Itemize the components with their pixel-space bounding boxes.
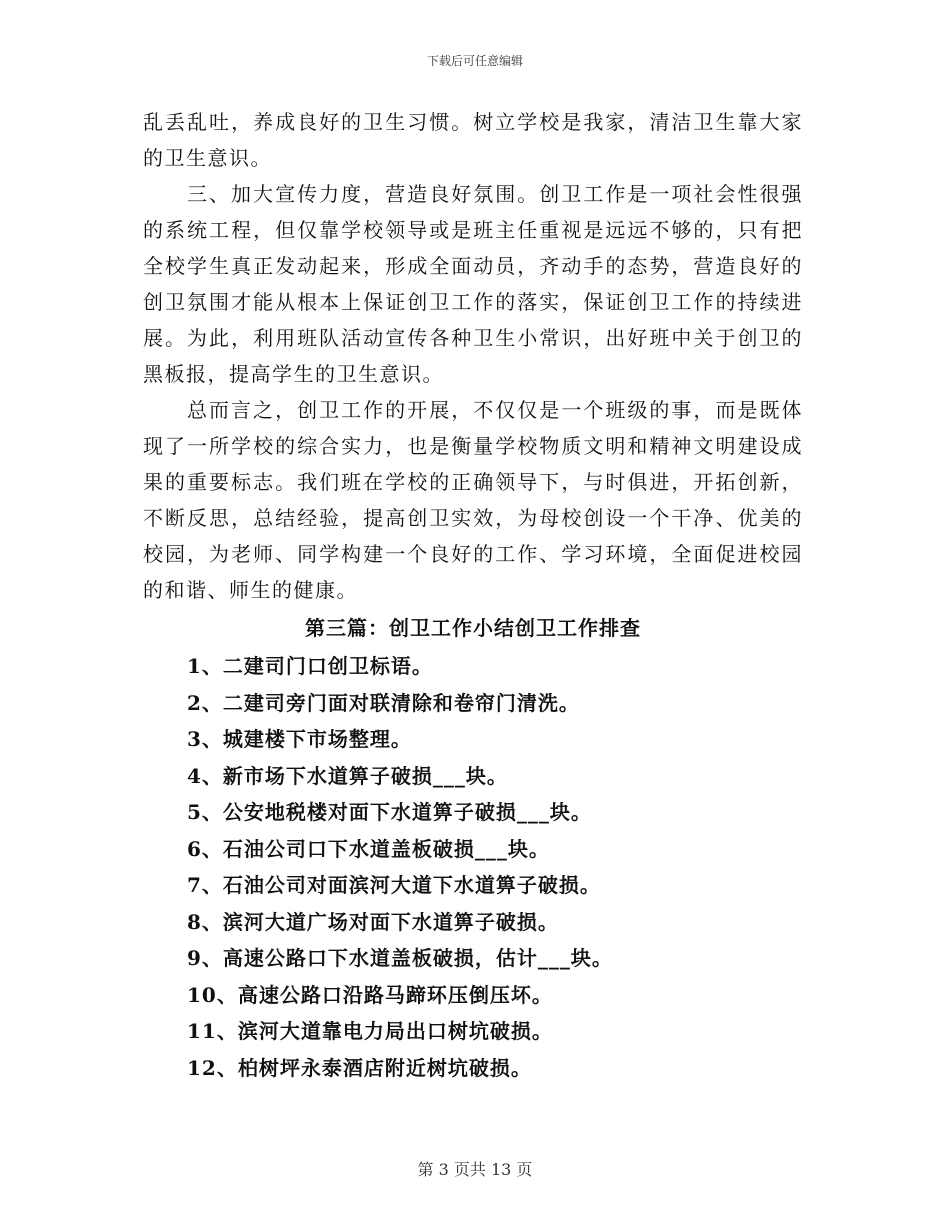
list-item: 5、公安地税楼对面下水道箅子破损___块。: [187, 800, 592, 824]
list-item: 9、高速公路口下水道盖板破损，估计___块。: [187, 946, 613, 970]
list-item: 3、城建楼下市场整理。: [187, 727, 412, 751]
page-footer: 第 3 页共 13 页: [417, 1160, 533, 1179]
list-item: 8、滨河大道广场对面下水道箅子破损。: [187, 909, 559, 934]
list-item: 7、石油公司对面滨河大道下水道箅子破损。: [187, 873, 601, 897]
page-header: 下载后可任意编辑: [426, 54, 523, 68]
paragraph-conclusion: 总而言之，创卫工作的开展，不仅仅是一个班级的事，而是既体现了一所学校的综合实力，也是衡量学校物质文明和精神文明建设成果的重要标志。我们班在学校的正确领导下，与时俱进，开拓创新，不断反思，总结经验，提高创卫实效，为母校创设一个干净、优美的校园，为老师、同学构建一个良好的工作、学习环境，全面促进校园的和谐、师生的健康。: [143, 398, 803, 602]
paragraph-continued: 乱丢乱吐，养成良好的卫生习惯。树立学校是我家，清洁卫生靠大家的卫生意识。: [143, 110, 803, 170]
list-item: 10、高速公路口沿路马蹄环压倒压坏。: [187, 982, 553, 1007]
list-item: 1、二建司门口创卫标语。: [187, 654, 433, 678]
list-item: 12、柏树坪永泰酒店附近树坑破损。: [187, 1055, 532, 1080]
inspection-list: [143, 648, 803, 1086]
list-item: 11、滨河大道靠电力局出口树坑破损。: [187, 1019, 553, 1043]
list-item: 4、新市场下水道箅子破损___块。: [187, 763, 508, 788]
document-body: [143, 104, 803, 1086]
list-item: 2、二建司旁门面对联清除和卷帘门清洗。: [187, 690, 580, 715]
section-title: 第三篇：创卫工作小结创卫工作排查: [305, 616, 641, 640]
paragraph-publicity: 三、加大宣传力度，营造良好氛围。创卫工作是一项社会性很强的系统工程，但仅靠学校领导或是班主任重视是远远不够的，只有把全校学生真正发动起来，形成全面动员，齐动手的态势，营造良好的创卫氛围才能从根本上保证创卫工作的落实，保证创卫工作的持续进展。为此，利用班队活动宣传各种卫生小常识，出好班中关于创卫的黑板报，提高学生的卫生意识。: [143, 182, 803, 386]
list-item: 6、石油公司口下水道盖板破损___块。: [187, 836, 550, 861]
